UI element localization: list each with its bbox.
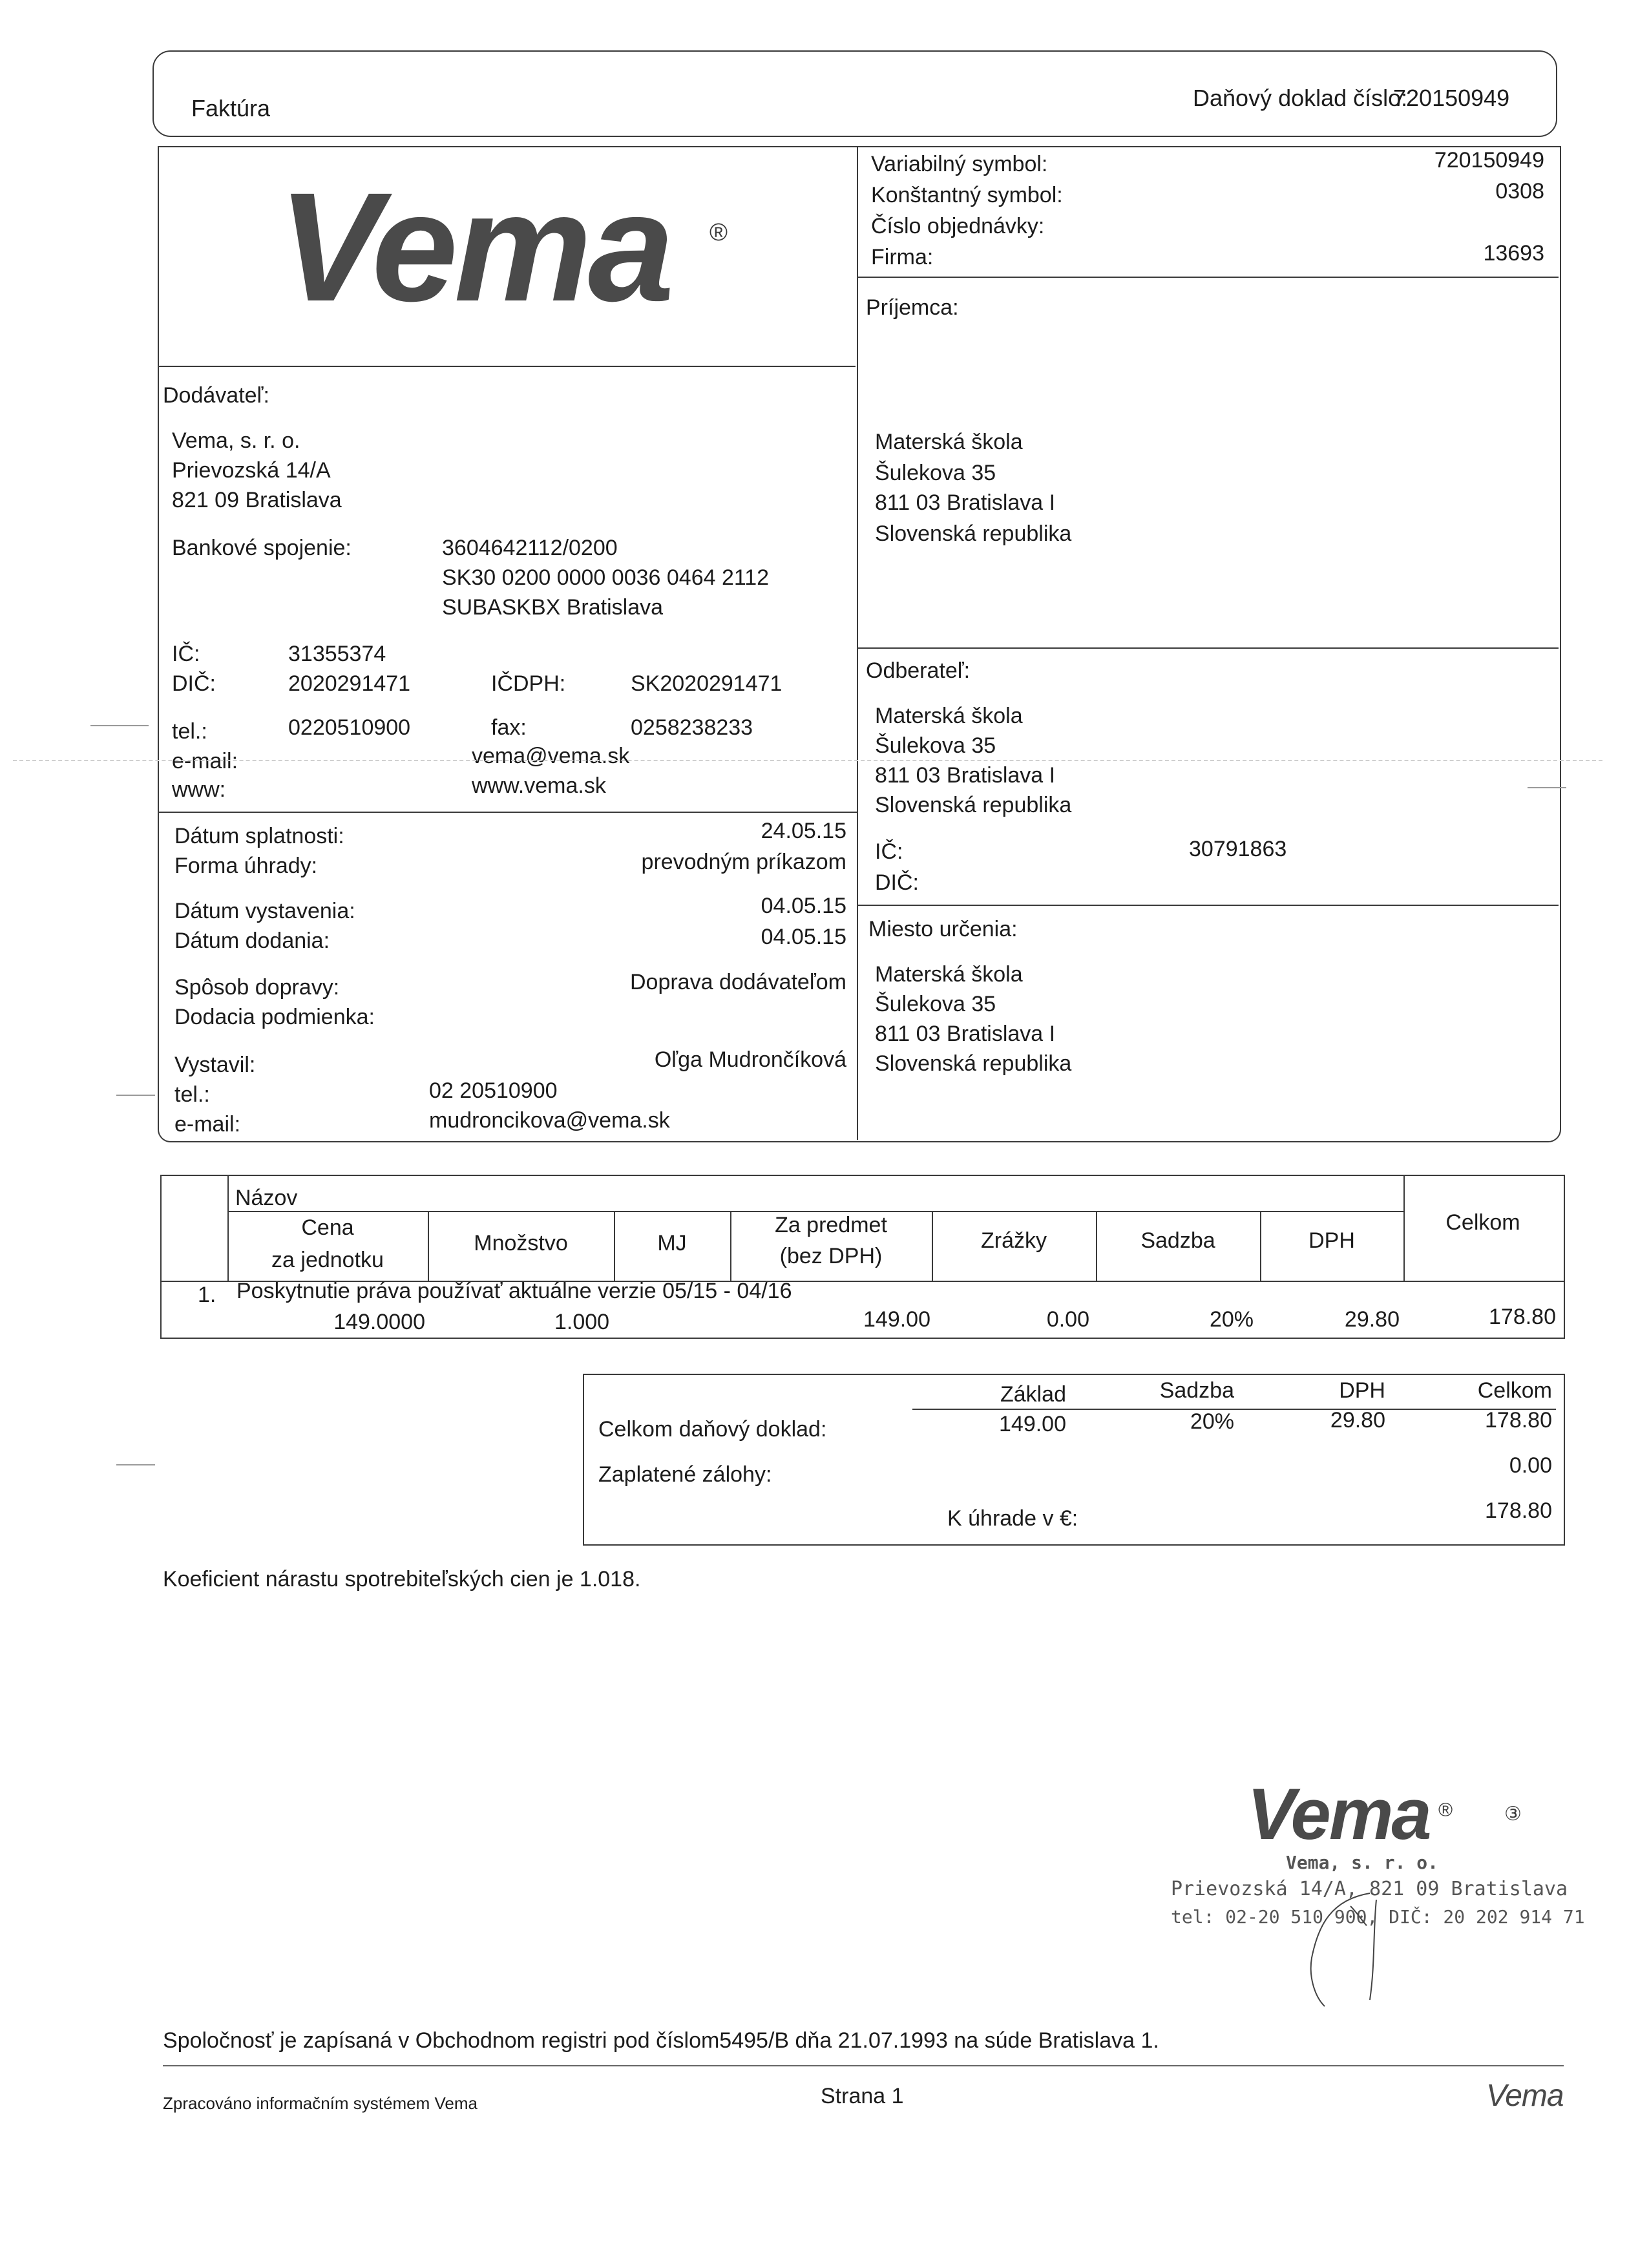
destination-line: Slovenská republika [875,1051,1072,1076]
footer-system-note: Zpracováno informačním systémem Vema [163,2094,478,2113]
customer-label: Odberateľ: [866,658,971,683]
divider [857,905,1559,906]
destination-line: 811 03 Bratislava I [875,1022,1056,1046]
recipient-line: Šulekova 35 [875,461,996,485]
tel-value: 0220510900 [288,715,411,740]
supplier-line: Prievozská 14/A [172,458,331,483]
constant-symbol-value: 0308 [1495,179,1544,204]
payment-label: Forma úhrady: [174,854,318,878]
stamp-mark-icon: ③ [1504,1803,1522,1825]
destination-line: Šulekova 35 [875,992,996,1016]
summary-header-total: Celkom [1477,1378,1552,1403]
order-number-label: Číslo objednávky: [871,214,1045,238]
condition-label: Dodacia podmienka: [174,1005,375,1029]
footer-logo: Vema [1486,2079,1564,2113]
stamp-logo: Vema [1247,1774,1430,1854]
variable-symbol-value: 720150949 [1434,148,1544,173]
ic-label: IČ: [172,642,200,666]
summary-header-rate: Sadzba [1159,1378,1234,1403]
icdph-value: SK2020291471 [631,671,782,696]
registration-note: Spoločnosť je zapísaná v Obchodnom registri pod číslom5495/B dňa 21.07.1993 na súde Bratislava 1. [163,2028,1159,2053]
column-header-total: Celkom [1445,1210,1520,1235]
www-label: www: [172,777,226,802]
bank-line: SUBASKBX Bratislava [442,595,664,620]
constant-symbol-label: Konštantný symbol: [871,183,1063,207]
customer-line: Slovenská republika [875,793,1072,817]
divider [158,366,856,367]
customer-ic-value: 30791863 [1189,837,1287,861]
total-tax-doc-label: Celkom daňový doklad: [598,1417,827,1442]
column-header-unit: MJ [657,1231,687,1255]
tax-doc-number: 720150949 [1393,85,1510,111]
email-label: e-mail: [172,749,238,773]
variable-symbol-label: Variabilný symbol: [871,152,1048,176]
recipient-line: 811 03 Bratislava I [875,490,1056,515]
scan-mark [116,1464,155,1465]
advances-label: Zaplatené zálohy: [598,1462,772,1487]
column-header-subject: (bez DPH) [779,1244,883,1268]
recipient-line: Slovenská republika [875,521,1072,546]
fax-value: 0258238233 [631,715,753,740]
issue-date-value: 04.05.15 [761,894,846,918]
issuer-tel-label: tel.: [174,1082,210,1107]
customer-line: Materská škola [875,704,1023,728]
issuer-email-value: mudroncikova@vema.sk [429,1108,670,1133]
customer-ic-label: IČ: [875,839,903,864]
issuer-tel-value: 02 20510900 [429,1078,558,1103]
destination-label: Miesto určenia: [868,917,1018,941]
tel-label: tel.: [172,719,207,744]
vema-logo: Vema [278,160,671,333]
due-date-label: Dátum splatnosti: [174,824,344,848]
bank-line: SK30 0200 0000 0036 0464 2112 [442,565,770,590]
divider [158,812,857,813]
table-cell-qty: 1.000 [554,1310,610,1334]
table-cell-price: 149.0000 [333,1310,425,1334]
advances-value: 0.00 [1509,1453,1552,1478]
table-cell-vat: 29.80 [1344,1307,1400,1332]
issuer-email-label: e-mail: [174,1112,241,1137]
footer-rule [163,2065,1564,2066]
column-divider [857,146,858,1140]
column-header-discount: Zrážky [981,1228,1047,1253]
table-cell-total: 178.80 [1489,1305,1556,1329]
email-value: vema@vema.sk [472,744,630,768]
column-header-vat: DPH [1308,1228,1355,1253]
transport-value: Doprava dodávateľom [629,970,846,994]
firm-label: Firma: [871,245,934,269]
summary-header-base: Základ [1000,1382,1066,1407]
stamp-address: Prievozská 14/A, 821 09 Bratislava [1171,1878,1568,1900]
divider [857,647,1559,649]
scan-mark [116,1095,155,1096]
divider [857,277,1559,278]
due-date-value: 24.05.15 [761,819,846,843]
table-cell-discount: 0.00 [1046,1307,1089,1332]
summary-base-value: 149.00 [999,1412,1066,1436]
supplier-line: Vema, s. r. o. [172,428,300,453]
scan-mark [13,760,1602,761]
summary-vat-value: 29.80 [1330,1408,1385,1433]
summary-header-vat: DPH [1339,1378,1385,1403]
scan-mark [1528,787,1566,788]
scan-mark [90,725,149,726]
issue-date-label: Dátum vystavenia: [174,899,355,923]
table-cell-rate: 20% [1209,1307,1254,1332]
column-header-price: za jednotku [271,1248,384,1272]
tax-doc-label: Daňový doklad číslo: [1193,85,1408,111]
customer-dic-label: DIČ: [875,870,919,895]
amount-due-value: 178.80 [1485,1498,1552,1523]
price-index-note: Koeficient nárastu spotrebiteľských cien je 1.018. [163,1567,641,1591]
issuer-value: Oľga Mudrončíková [654,1047,846,1072]
dic-value: 2020291471 [288,671,411,696]
bank-line: 3604642112/0200 [442,536,618,560]
firm-value: 13693 [1483,241,1544,266]
delivery-date-label: Dátum dodania: [174,929,330,953]
stamp-company: Vema, s. r. o. [1286,1852,1439,1873]
column-header-rate: Sadzba [1140,1228,1215,1253]
payment-value: prevodným príkazom [641,850,846,874]
www-value: www.vema.sk [472,773,606,798]
summary-rate-value: 20% [1190,1409,1234,1434]
column-header-qty: Množstvo [474,1231,568,1255]
bank-label: Bankové spojenie: [172,536,352,560]
stamp-registered-icon: ® [1438,1800,1453,1821]
registered-icon: ® [709,219,728,246]
supplier-label: Dodávateľ: [163,383,269,408]
stamp-contact: tel: 02-20 510 900, DIČ: 20 202 914 71 [1171,1906,1585,1927]
document-type: Faktúra [191,95,271,121]
column-header-name: Názov [235,1186,298,1210]
transport-label: Spôsob dopravy: [174,975,340,1000]
table-cell-subject: 149.00 [863,1307,930,1332]
customer-line: Šulekova 35 [875,733,996,758]
recipient-line: Materská škola [875,430,1023,454]
dic-label: DIČ: [172,671,216,696]
supplier-line: 821 09 Bratislava [172,488,342,512]
recipient-label: Príjemca: [866,295,959,320]
column-header-subject: Za predmet [775,1213,887,1237]
signature [1292,1887,1389,2010]
delivery-date-value: 04.05.15 [761,925,846,949]
page-number: Strana 1 [821,2084,904,2108]
issuer-label: Vystavil: [174,1053,256,1077]
customer-line: 811 03 Bratislava I [875,763,1056,788]
amount-due-label: K úhrade v €: [947,1506,1078,1531]
table-row-name: Poskytnutie práva používať aktuálne verzie 05/15 - 04/16 [236,1279,792,1303]
icdph-label: IČDPH: [491,671,566,696]
column-header-price: Cena [301,1215,354,1240]
summary-total-value: 178.80 [1485,1408,1552,1433]
destination-line: Materská škola [875,962,1023,987]
ic-value: 31355374 [288,642,386,666]
fax-label: fax: [491,715,527,740]
table-row-number: 1. [198,1283,216,1307]
